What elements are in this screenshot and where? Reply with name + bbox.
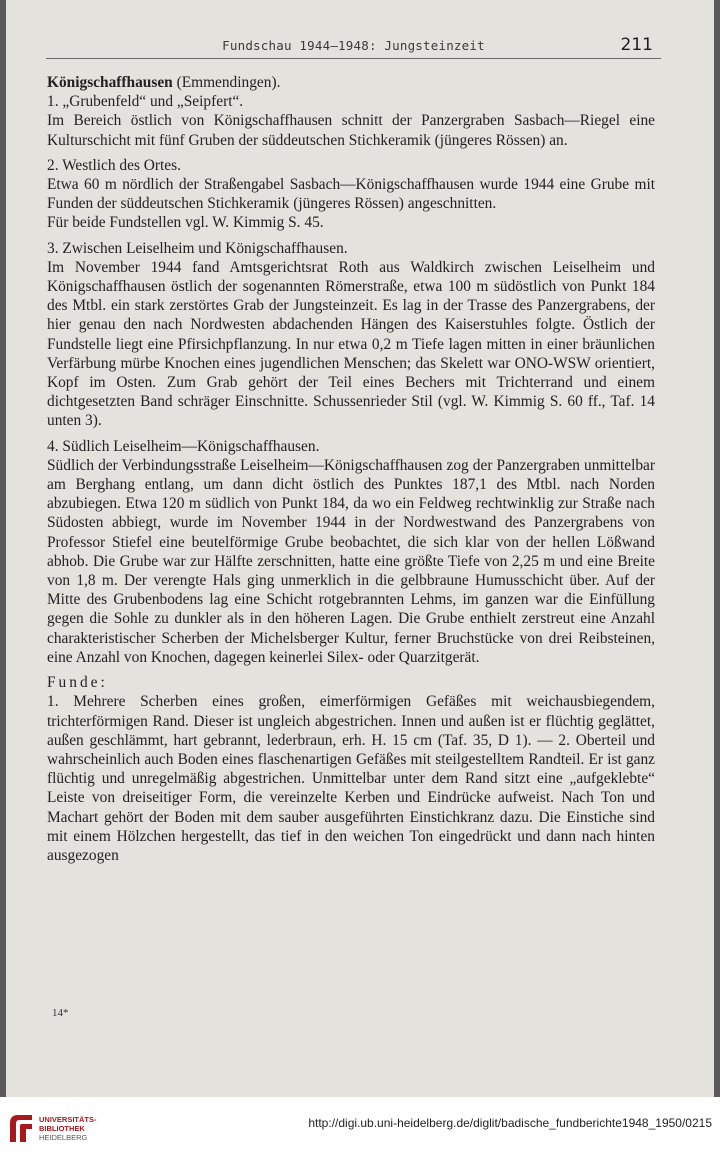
paragraph-reference: Für beide Fundstellen vgl. W. Kimmig S. 45. xyxy=(47,214,324,232)
section-title: Königschaffhausen xyxy=(47,74,173,91)
library-name-line-1: UNIVERSITÄTS- xyxy=(39,1115,97,1124)
section-location: (Emmendingen). xyxy=(172,74,281,91)
article-body xyxy=(47,73,655,865)
library-name-line-2: BIBLIOTHEK xyxy=(39,1124,85,1133)
running-header xyxy=(46,34,661,59)
section-heading xyxy=(47,73,655,92)
funde-heading: Funde: xyxy=(47,674,108,692)
library-emblem-icon xyxy=(7,1111,35,1145)
source-url-link[interactable]: http://digi.ub.uni-heidelberg.de/diglit/badische_fundberichte1948_1950/0215 xyxy=(308,1116,712,1130)
scanned-page xyxy=(6,0,714,1097)
paragraph-3: Im November 1944 fand Amtsgerichtsrat Roth aus Waldkirch zwischen Leiselheim und Königschaffhausen östlich der sogenannten Römerstraße, etwa 100 m südöstlich von Punkt 184 des Mtbl. ein stark zerstörtes Grab der Jungsteinzeit. Es lag in der Trasse des Panzergrabens, der hier genau den nach Nordwesten abdachenden Hängen des Kaiserstuhles folgte. Östlich der Fundstelle liegt eine Pfirsichpflanzung. In nur etwa 0,2 m Tiefe lagen mitten in einer bräunlichen Verfärbung mürbe Knochen eines jugendlichen Menschen; das Skelett war ONO-WSW orientiert, Kopf im Osten. Zum Grab gehört der Teil eines Bechers mit Trichterrand und einem dichtgesetzten Band schräger Einschnitte. Schussenrieder Stil (vgl. W. Kimmig S. 60 ff., Taf. 14 unten 3). xyxy=(47,258,655,430)
paragraph-1: Im Bereich östlich von Königschaffhausen schnitt der Panzergraben Sasbach—Riegel eine Kulturschicht mit fünf Gruben der süddeutschen Stichkeramik (jüngeres Rössen) an. xyxy=(47,112,655,149)
subsection-heading-1: 1. „Grubenfeld“ und „Seipfert“. xyxy=(47,93,244,111)
library-name xyxy=(39,1115,97,1142)
subsection-heading-2: 2. Westlich des Ortes. xyxy=(47,156,181,174)
signature-mark: 14* xyxy=(52,1007,69,1019)
library-name-line-3: HEIDELBERG xyxy=(39,1133,88,1142)
subsection-heading-4: 4. Südlich Leiselheim—Königschaffhausen. xyxy=(47,437,320,455)
paragraph-funde: 1. Mehrere Scherben eines großen, eimerförmigen Gefäßes mit weichausbiegendem, trichterförmigen Rand. Dieser ist ungleich abgestrichen. Innen und außen ist er flüchtig geglättet, außen geschlämmt, hart gebrannt, lederbraun, erh. H. 15 cm (Taf. 35, D 1). — 2. Oberteil und wahrscheinlich auch Boden eines flaschenartigen Gefäßes mit steilgestelltem Randteil. Er ist ganz flüchtig und unregelmäßig abgestrichen. Unmittelbar unter dem Rand sitzt eine „aufgeklebte“ Leiste von dreiseitiger Form, die vereinzelte Kerben und Eindrücke aufweist. Nach Ton und Machart gehört der Boden mit dem sauber ausgeführten Einstichkranz dazu. Die Einstiche sind mit einem Hölzchen hergestellt, das tief in den weichen Ton eingedrückt und dann nach hinten ausgezogen xyxy=(47,693,655,864)
paragraph-2: Etwa 60 m nördlich der Straßengabel Sasbach—Königschaffhausen wurde 1944 eine Grube mit Funden der süddeutschen Stichkeramik (jüngeres Rössen) angeschnitten. xyxy=(47,176,655,213)
library-logo[interactable] xyxy=(7,1111,127,1147)
library-footer xyxy=(0,1097,720,1156)
subsection-heading-3: 3. Zwischen Leiselheim und Königschaffhausen. xyxy=(47,239,348,257)
paragraph-4: Südlich der Verbindungsstraße Leiselheim—Königschaffhausen zog der Panzergraben unmittelbar am Berghang entlang, um dann dicht östlich des Punktes 187,1 des Mtbl. nach Norden abzubiegen. Etwa 120 m südlich von Punkt 184, da wo ein Feldweg rechtwinklig zur Straße nach Südosten abbiegt, wurde im November 1944 in der Nordwestwand des Panzergrabens von Professor Stiefel eine beutelförmige Grube beobachtet, die sich klar von der hellen Lößwand abhob. Die Grube war zur Hälfte zerschnitten, hatte eine größte Tiefe von 2,25 m und eine Breite von 1,8 m. Der verengte Hals ging unmerklich in die gelbbraune Humusschicht über. Auf der Mitte des Grubenbodens lag eine Schicht rotgebrannten Lehms, im ganzen war die Einfüllung gegen die Sohle zu dunkler als in den höheren Lagen. Die Grube enthielt zerstreut eine Anzahl charakteristischer Scherben der Michelsberger Kultur, ferner Bruchstücke von drei Reibsteinen, eine Anzahl von Knochen, dagegen keinerlei Silex- oder Quarzitgerät. xyxy=(47,456,655,666)
running-header-title: Fundschau 1944—1948: Jungsteinzeit xyxy=(222,38,485,53)
page-number: 211 xyxy=(620,35,653,55)
